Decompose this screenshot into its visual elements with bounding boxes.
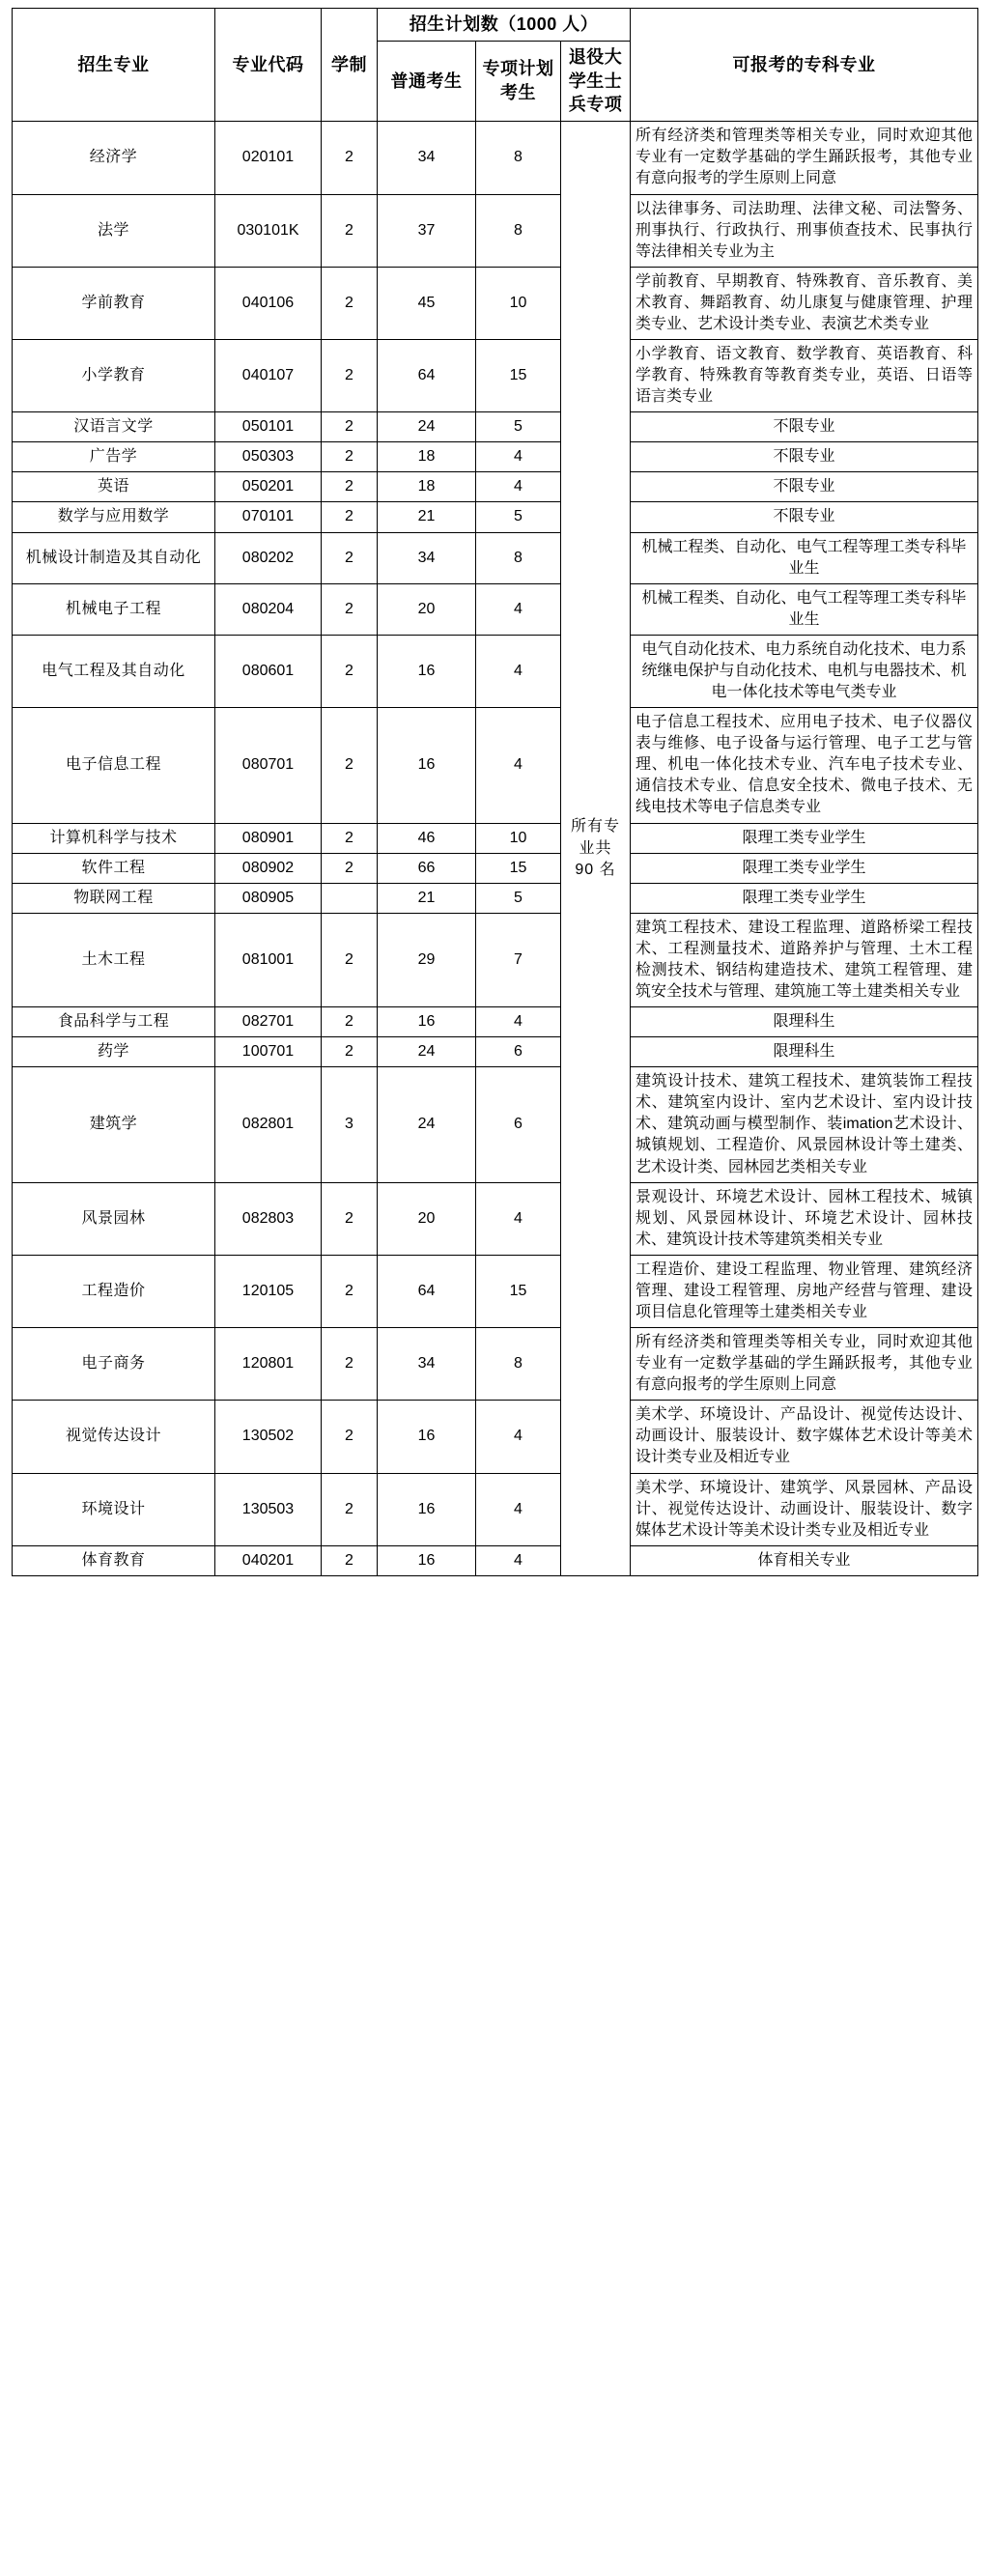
table-row (13, 853, 978, 883)
cell-special-quota: 4 (476, 1007, 561, 1037)
cell-special-quota: 4 (476, 708, 561, 823)
table-body (13, 122, 978, 1576)
cell-normal-quota: 18 (378, 472, 476, 502)
table-row (13, 1401, 978, 1473)
cell-study-years: 2 (322, 853, 378, 883)
cell-candidate-majors: 体育相关专业 (631, 1545, 978, 1575)
cell-special-quota: 6 (476, 1037, 561, 1067)
cell-major-code: 120105 (215, 1255, 322, 1327)
cell-candidate-majors: 所有经济类和管理类等相关专业，同时欢迎其他专业有一定数学基础的学生踊跃报考，其他专业有意向报考的学生原则上同意 (631, 122, 978, 194)
cell-special-quota: 15 (476, 340, 561, 412)
cell-major: 英语 (13, 472, 215, 502)
cell-major: 电子商务 (13, 1328, 215, 1401)
cell-normal-quota: 16 (378, 1007, 476, 1037)
table-row (13, 340, 978, 412)
cell-special-quota: 10 (476, 267, 561, 339)
cell-special-quota: 10 (476, 823, 561, 853)
cell-special-quota: 4 (476, 442, 561, 472)
cell-major: 电子信息工程 (13, 708, 215, 823)
cell-major: 法学 (13, 194, 215, 267)
cell-candidate-majors: 机械工程类、自动化、电气工程等理工类专科毕业生 (631, 583, 978, 635)
cell-major-code: 080905 (215, 883, 322, 913)
cell-normal-quota: 21 (378, 883, 476, 913)
cell-candidate-majors: 电气自动化技术、电力系统自动化技术、电力系统继电保护与自动化技术、电机与电器技术、机电一体化技术等电气类专业 (631, 635, 978, 707)
header-candidate-majors: 可报考的专科专业 (631, 9, 978, 122)
cell-normal-quota: 34 (378, 122, 476, 194)
cell-candidate-majors: 以法律事务、司法助理、法律文秘、司法警务、刑事执行、行政执行、刑事侦查技术、民事执行等法律相关专业为主 (631, 194, 978, 267)
cell-major: 体育教育 (13, 1545, 215, 1575)
cell-special-quota: 15 (476, 853, 561, 883)
veteran-quota-text: 所有专业共 90 名 (571, 818, 621, 878)
cell-normal-quota: 16 (378, 635, 476, 707)
cell-special-quota: 4 (476, 472, 561, 502)
cell-study-years: 2 (322, 635, 378, 707)
cell-normal-quota: 34 (378, 532, 476, 583)
cell-study-years: 2 (322, 502, 378, 532)
cell-candidate-majors: 建筑设计技术、建筑工程技术、建筑装饰工程技术、建筑室内设计、室内艺术设计、室内设计技术、建筑动画与模型制作、装imation艺术设计、城镇规划、工程造价、风景园林设计等土建类、艺术设计类、园林园艺类相关专业 (631, 1067, 978, 1182)
cell-study-years: 2 (322, 1545, 378, 1575)
cell-major: 汉语言文学 (13, 412, 215, 442)
cell-normal-quota: 24 (378, 1067, 476, 1182)
cell-normal-quota: 16 (378, 708, 476, 823)
cell-major-code: 082701 (215, 1007, 322, 1037)
header-row-1 (13, 9, 978, 42)
header-plan-group: 招生计划数（1000 人） (378, 9, 631, 42)
cell-major: 建筑学 (13, 1067, 215, 1182)
cell-major-code: 030101K (215, 194, 322, 267)
table-row (13, 267, 978, 339)
cell-study-years (322, 883, 378, 913)
cell-major: 物联网工程 (13, 883, 215, 913)
table-row (13, 194, 978, 267)
header-code: 专业代码 (215, 9, 322, 122)
table-row (13, 442, 978, 472)
cell-major: 计算机科学与技术 (13, 823, 215, 853)
cell-normal-quota: 24 (378, 412, 476, 442)
table-row (13, 1182, 978, 1255)
cell-normal-quota: 24 (378, 1037, 476, 1067)
cell-normal-quota: 64 (378, 1255, 476, 1327)
cell-major: 电气工程及其自动化 (13, 635, 215, 707)
cell-normal-quota: 16 (378, 1401, 476, 1473)
cell-major-code: 080701 (215, 708, 322, 823)
cell-major-code: 080901 (215, 823, 322, 853)
cell-candidate-majors: 景观设计、环境艺术设计、园林工程技术、城镇规划、风景园林设计、环境艺术设计、园林技术、建筑设计技术等建筑类相关专业 (631, 1182, 978, 1255)
cell-major: 数学与应用数学 (13, 502, 215, 532)
header-major: 招生专业 (13, 9, 215, 122)
cell-candidate-majors: 不限专业 (631, 472, 978, 502)
cell-candidate-majors: 机械工程类、自动化、电气工程等理工类专科毕业生 (631, 532, 978, 583)
cell-major: 广告学 (13, 442, 215, 472)
cell-normal-quota: 18 (378, 442, 476, 472)
cell-major-code: 040106 (215, 267, 322, 339)
cell-special-quota: 4 (476, 1182, 561, 1255)
cell-major: 工程造价 (13, 1255, 215, 1327)
table-row (13, 502, 978, 532)
cell-special-quota: 8 (476, 194, 561, 267)
cell-major: 食品科学与工程 (13, 1007, 215, 1037)
cell-special-quota: 8 (476, 122, 561, 194)
cell-study-years: 2 (322, 1182, 378, 1255)
cell-candidate-majors: 不限专业 (631, 442, 978, 472)
cell-candidate-majors: 美术学、环境设计、产品设计、视觉传达设计、动画设计、服装设计、数字媒体艺术设计等美术设计类专业及相近专业 (631, 1401, 978, 1473)
header-years: 学制 (322, 9, 378, 122)
table-row (13, 883, 978, 913)
cell-major-code: 130503 (215, 1473, 322, 1545)
cell-study-years: 3 (322, 1067, 378, 1182)
header-normal-candidates: 普通考生 (378, 41, 476, 121)
table-row (13, 708, 978, 823)
cell-candidate-majors: 不限专业 (631, 502, 978, 532)
cell-normal-quota: 29 (378, 913, 476, 1006)
cell-study-years: 2 (322, 1473, 378, 1545)
cell-candidate-majors: 不限专业 (631, 412, 978, 442)
cell-study-years: 2 (322, 708, 378, 823)
cell-special-quota: 5 (476, 883, 561, 913)
header-veteran-special: 退役大学生士兵专项 (561, 41, 631, 121)
cell-candidate-majors: 限理工类专业学生 (631, 853, 978, 883)
cell-special-quota: 4 (476, 1401, 561, 1473)
cell-major-code: 050303 (215, 442, 322, 472)
cell-candidate-majors: 工程造价、建设工程监理、物业管理、建筑经济管理、建设工程管理、房地产经营与管理、建设项目信息化管理等土建类相关专业 (631, 1255, 978, 1327)
cell-candidate-majors: 限理科生 (631, 1037, 978, 1067)
cell-major-code: 100701 (215, 1037, 322, 1067)
table-row (13, 412, 978, 442)
cell-major-code: 081001 (215, 913, 322, 1006)
cell-candidate-majors: 所有经济类和管理类等相关专业，同时欢迎其他专业有一定数学基础的学生踊跃报考，其他专业有意向报考的学生原则上同意 (631, 1328, 978, 1401)
cell-special-quota: 4 (476, 1473, 561, 1545)
cell-study-years: 2 (322, 442, 378, 472)
cell-major: 土木工程 (13, 913, 215, 1006)
cell-major-code: 050201 (215, 472, 322, 502)
cell-study-years: 2 (322, 412, 378, 442)
enrollment-plan-table (12, 8, 978, 1576)
cell-major: 环境设计 (13, 1473, 215, 1545)
table-row (13, 122, 978, 194)
cell-special-quota: 4 (476, 635, 561, 707)
cell-veteran-quota (561, 122, 631, 1576)
cell-normal-quota: 20 (378, 1182, 476, 1255)
cell-major: 学前教育 (13, 267, 215, 339)
table-row (13, 1473, 978, 1545)
cell-study-years: 2 (322, 583, 378, 635)
cell-major-code: 040201 (215, 1545, 322, 1575)
cell-major-code: 040107 (215, 340, 322, 412)
cell-special-quota: 15 (476, 1255, 561, 1327)
cell-candidate-majors: 电子信息工程技术、应用电子技术、电子仪器仪表与维修、电子设备与运行管理、电子工艺与管理、机电一体化技术专业、汽车电子技术专业、通信技术专业、信息安全技术、微电子技术、无线电技术等电子信息类专业 (631, 708, 978, 823)
cell-candidate-majors: 学前教育、早期教育、特殊教育、音乐教育、美术教育、舞蹈教育、幼儿康复与健康管理、护理类专业、艺术设计类专业、表演艺术类专业 (631, 267, 978, 339)
table-row (13, 635, 978, 707)
cell-normal-quota: 37 (378, 194, 476, 267)
cell-candidate-majors: 小学教育、语文教育、数学教育、英语教育、科学教育、特殊教育等教育类专业，英语、日语等语言类专业 (631, 340, 978, 412)
cell-special-quota: 8 (476, 532, 561, 583)
cell-major-code: 070101 (215, 502, 322, 532)
cell-normal-quota: 45 (378, 267, 476, 339)
cell-normal-quota: 16 (378, 1545, 476, 1575)
table-row (13, 1067, 978, 1182)
table-row (13, 583, 978, 635)
cell-study-years: 2 (322, 1037, 378, 1067)
cell-major: 视觉传达设计 (13, 1401, 215, 1473)
cell-normal-quota: 64 (378, 340, 476, 412)
cell-study-years: 2 (322, 823, 378, 853)
cell-special-quota: 6 (476, 1067, 561, 1182)
cell-major-code: 120801 (215, 1328, 322, 1401)
cell-major: 小学教育 (13, 340, 215, 412)
cell-major: 机械设计制造及其自动化 (13, 532, 215, 583)
cell-major-code: 130502 (215, 1401, 322, 1473)
cell-major-code: 020101 (215, 122, 322, 194)
cell-major: 机械电子工程 (13, 583, 215, 635)
cell-study-years: 2 (322, 913, 378, 1006)
cell-major: 经济学 (13, 122, 215, 194)
table-row (13, 1037, 978, 1067)
cell-study-years: 2 (322, 1255, 378, 1327)
cell-major-code: 080202 (215, 532, 322, 583)
cell-candidate-majors: 美术学、环境设计、建筑学、风景园林、产品设计、视觉传达设计、动画设计、服装设计、数字媒体艺术设计等美术设计类专业及相近专业 (631, 1473, 978, 1545)
cell-candidate-majors: 限理工类专业学生 (631, 823, 978, 853)
cell-major: 软件工程 (13, 853, 215, 883)
cell-special-quota: 4 (476, 583, 561, 635)
table-row (13, 823, 978, 853)
table-row (13, 913, 978, 1006)
cell-study-years: 2 (322, 122, 378, 194)
cell-study-years: 2 (322, 194, 378, 267)
cell-special-quota: 8 (476, 1328, 561, 1401)
cell-study-years: 2 (322, 340, 378, 412)
cell-major-code: 082803 (215, 1182, 322, 1255)
cell-major-code: 050101 (215, 412, 322, 442)
table-row (13, 1545, 978, 1575)
table-row (13, 1255, 978, 1327)
cell-major-code: 082801 (215, 1067, 322, 1182)
cell-major: 风景园林 (13, 1182, 215, 1255)
cell-special-quota: 5 (476, 502, 561, 532)
cell-special-quota: 7 (476, 913, 561, 1006)
cell-normal-quota: 20 (378, 583, 476, 635)
cell-major-code: 080204 (215, 583, 322, 635)
table-row (13, 1007, 978, 1037)
cell-candidate-majors: 限理科生 (631, 1007, 978, 1037)
cell-study-years: 2 (322, 1328, 378, 1401)
cell-study-years: 2 (322, 1007, 378, 1037)
table-header (13, 9, 978, 122)
cell-candidate-majors: 建筑工程技术、建设工程监理、道路桥梁工程技术、工程测量技术、道路养护与管理、土木工程检测技术、钢结构建造技术、建筑工程管理、建筑安全技术与管理、建筑施工等土建类相关专业 (631, 913, 978, 1006)
cell-study-years: 2 (322, 267, 378, 339)
table-row (13, 1328, 978, 1401)
cell-study-years: 2 (322, 532, 378, 583)
table-row (13, 472, 978, 502)
cell-major: 药学 (13, 1037, 215, 1067)
cell-study-years: 2 (322, 472, 378, 502)
cell-candidate-majors: 限理工类专业学生 (631, 883, 978, 913)
header-special-plan-candidates: 专项计划考生 (476, 41, 561, 121)
cell-study-years: 2 (322, 1401, 378, 1473)
cell-normal-quota: 21 (378, 502, 476, 532)
cell-normal-quota: 34 (378, 1328, 476, 1401)
cell-special-quota: 4 (476, 1545, 561, 1575)
cell-normal-quota: 46 (378, 823, 476, 853)
cell-major-code: 080601 (215, 635, 322, 707)
cell-normal-quota: 66 (378, 853, 476, 883)
cell-major-code: 080902 (215, 853, 322, 883)
cell-normal-quota: 16 (378, 1473, 476, 1545)
cell-special-quota: 5 (476, 412, 561, 442)
table-row (13, 532, 978, 583)
